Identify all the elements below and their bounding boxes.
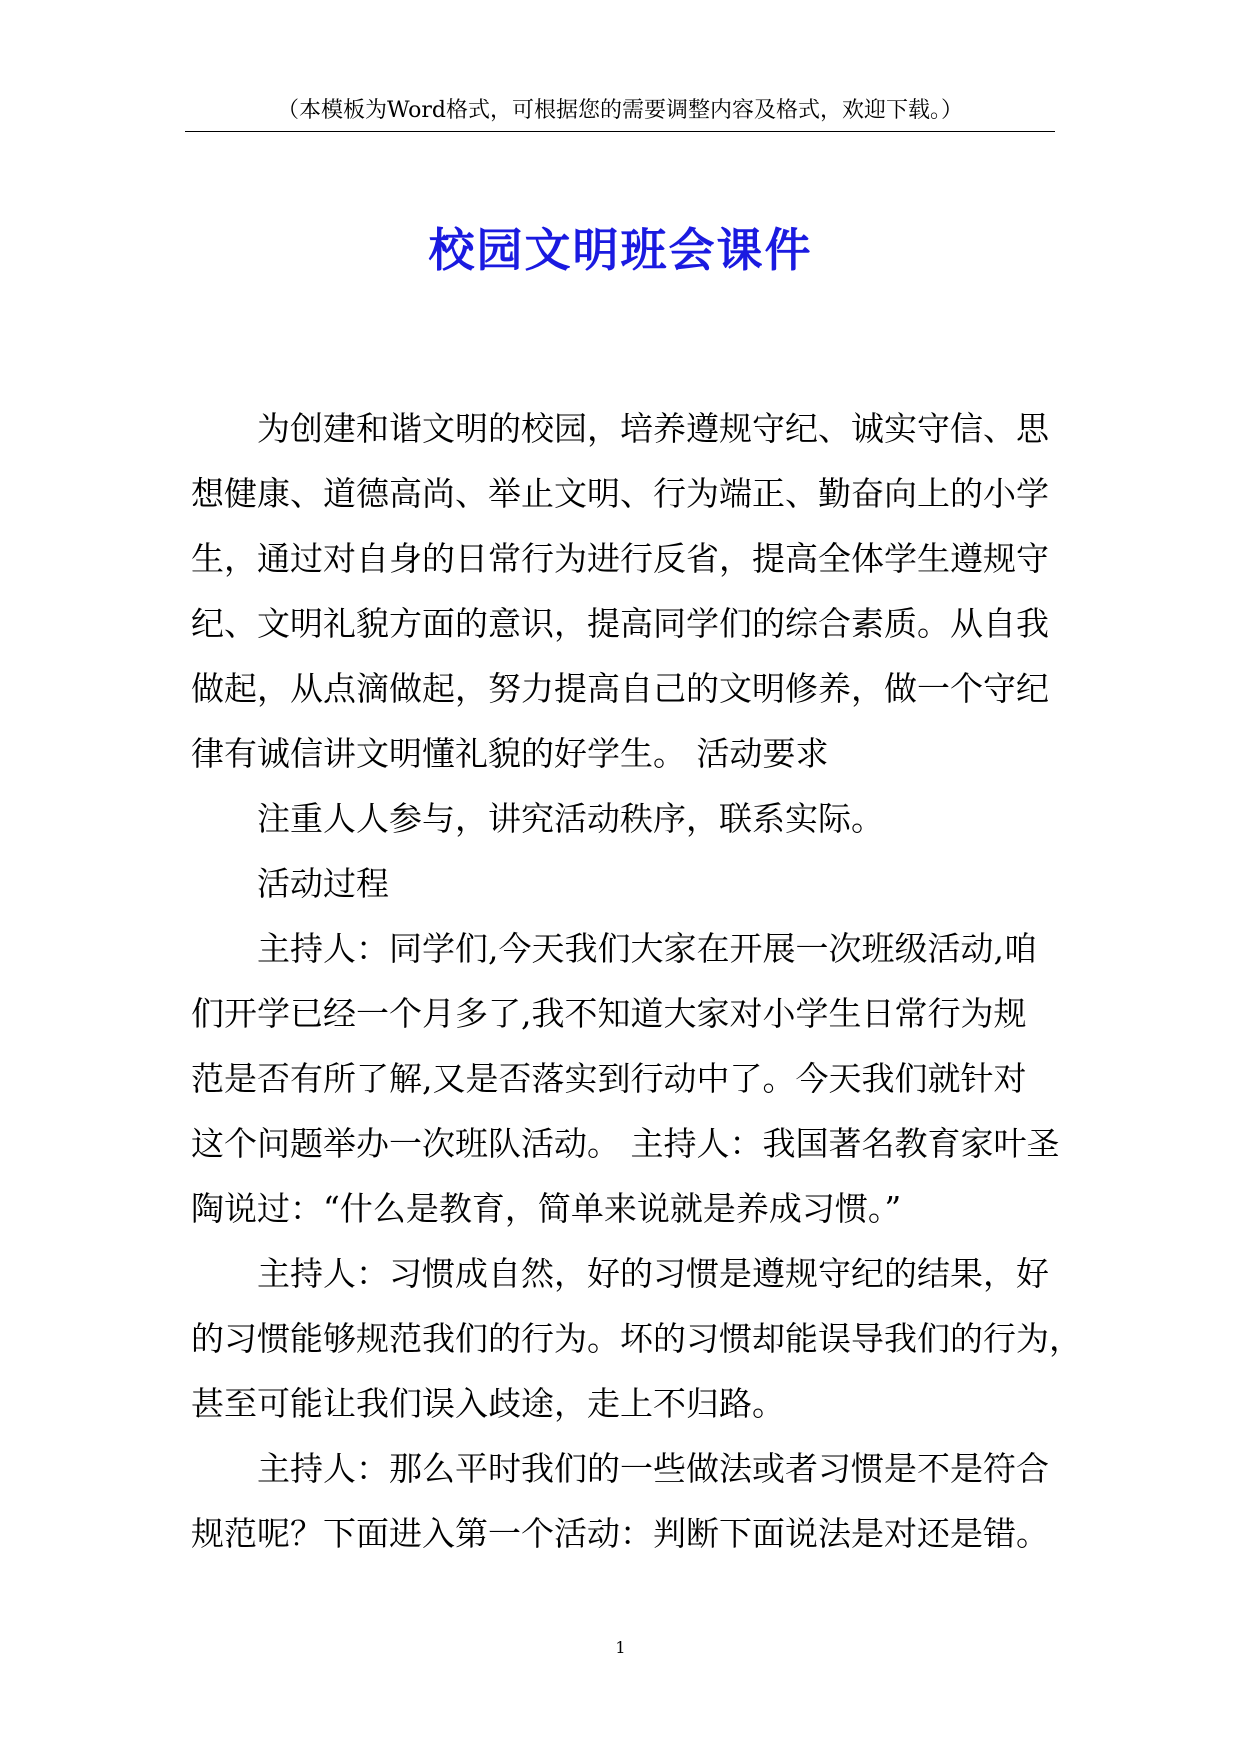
page-number: 1 [615, 1638, 626, 1657]
body-line: 规范呢？下面进入第一个活动：判断下面说法是对还是错。 [191, 1514, 1049, 1553]
body-line: 律有诚信讲文明懂礼貌的好学生。 活动要求 [191, 734, 829, 773]
body-line: 甚至可能让我们误入歧途，走上不归路。 [191, 1384, 785, 1423]
body-line: 主持人：那么平时我们的一些做法或者习惯是不是符合 [257, 1449, 1049, 1488]
document-title: 校园文明班会课件 [428, 223, 813, 277]
body-line: 陶说过：“什么是教育，简单来说就是养成习惯。” [191, 1189, 902, 1228]
body-line: 主持人：同学们,今天我们大家在开展一次班级活动,咱 [257, 929, 1037, 968]
body-line: 的习惯能够规范我们的行为。坏的习惯却能误导我们的行为， [191, 1319, 1082, 1358]
body-line: 活动过程 [257, 864, 389, 903]
body-line: 们开学已经一个月多了,我不知道大家对小学生日常行为规 [191, 994, 1027, 1033]
body-line: 为创建和谐文明的校园，培养遵规守纪、诚实守信、思 [257, 409, 1049, 448]
body-line: 注重人人参与，讲究活动秩序，联系实际。 [257, 799, 884, 838]
body-line: 这个问题举办一次班队活动。 主持人：我国著名教育家叶圣 [191, 1124, 1060, 1163]
body-line: 纪、文明礼貌方面的意识，提高同学们的综合素质。从自我 [191, 604, 1049, 643]
body-line: 想健康、道德高尚、举止文明、行为端正、勤奋向上的小学 [191, 474, 1049, 513]
body-line: 生，通过对自身的日常行为进行反省，提高全体学生遵规守 [191, 539, 1049, 578]
body-line: 范是否有所了解,又是否落实到行动中了。今天我们就针对 [191, 1059, 1027, 1098]
header-divider [185, 131, 1055, 132]
body-line: 做起，从点滴做起，努力提高自己的文明修养，做一个守纪 [191, 669, 1049, 708]
document-body [191, 396, 1082, 1566]
body-line: 主持人：习惯成自然，好的习惯是遵规守纪的结果，好 [257, 1254, 1049, 1293]
header-note: （本模板为Word格式，可根据您的需要调整内容及格式，欢迎下载。） [277, 98, 963, 123]
